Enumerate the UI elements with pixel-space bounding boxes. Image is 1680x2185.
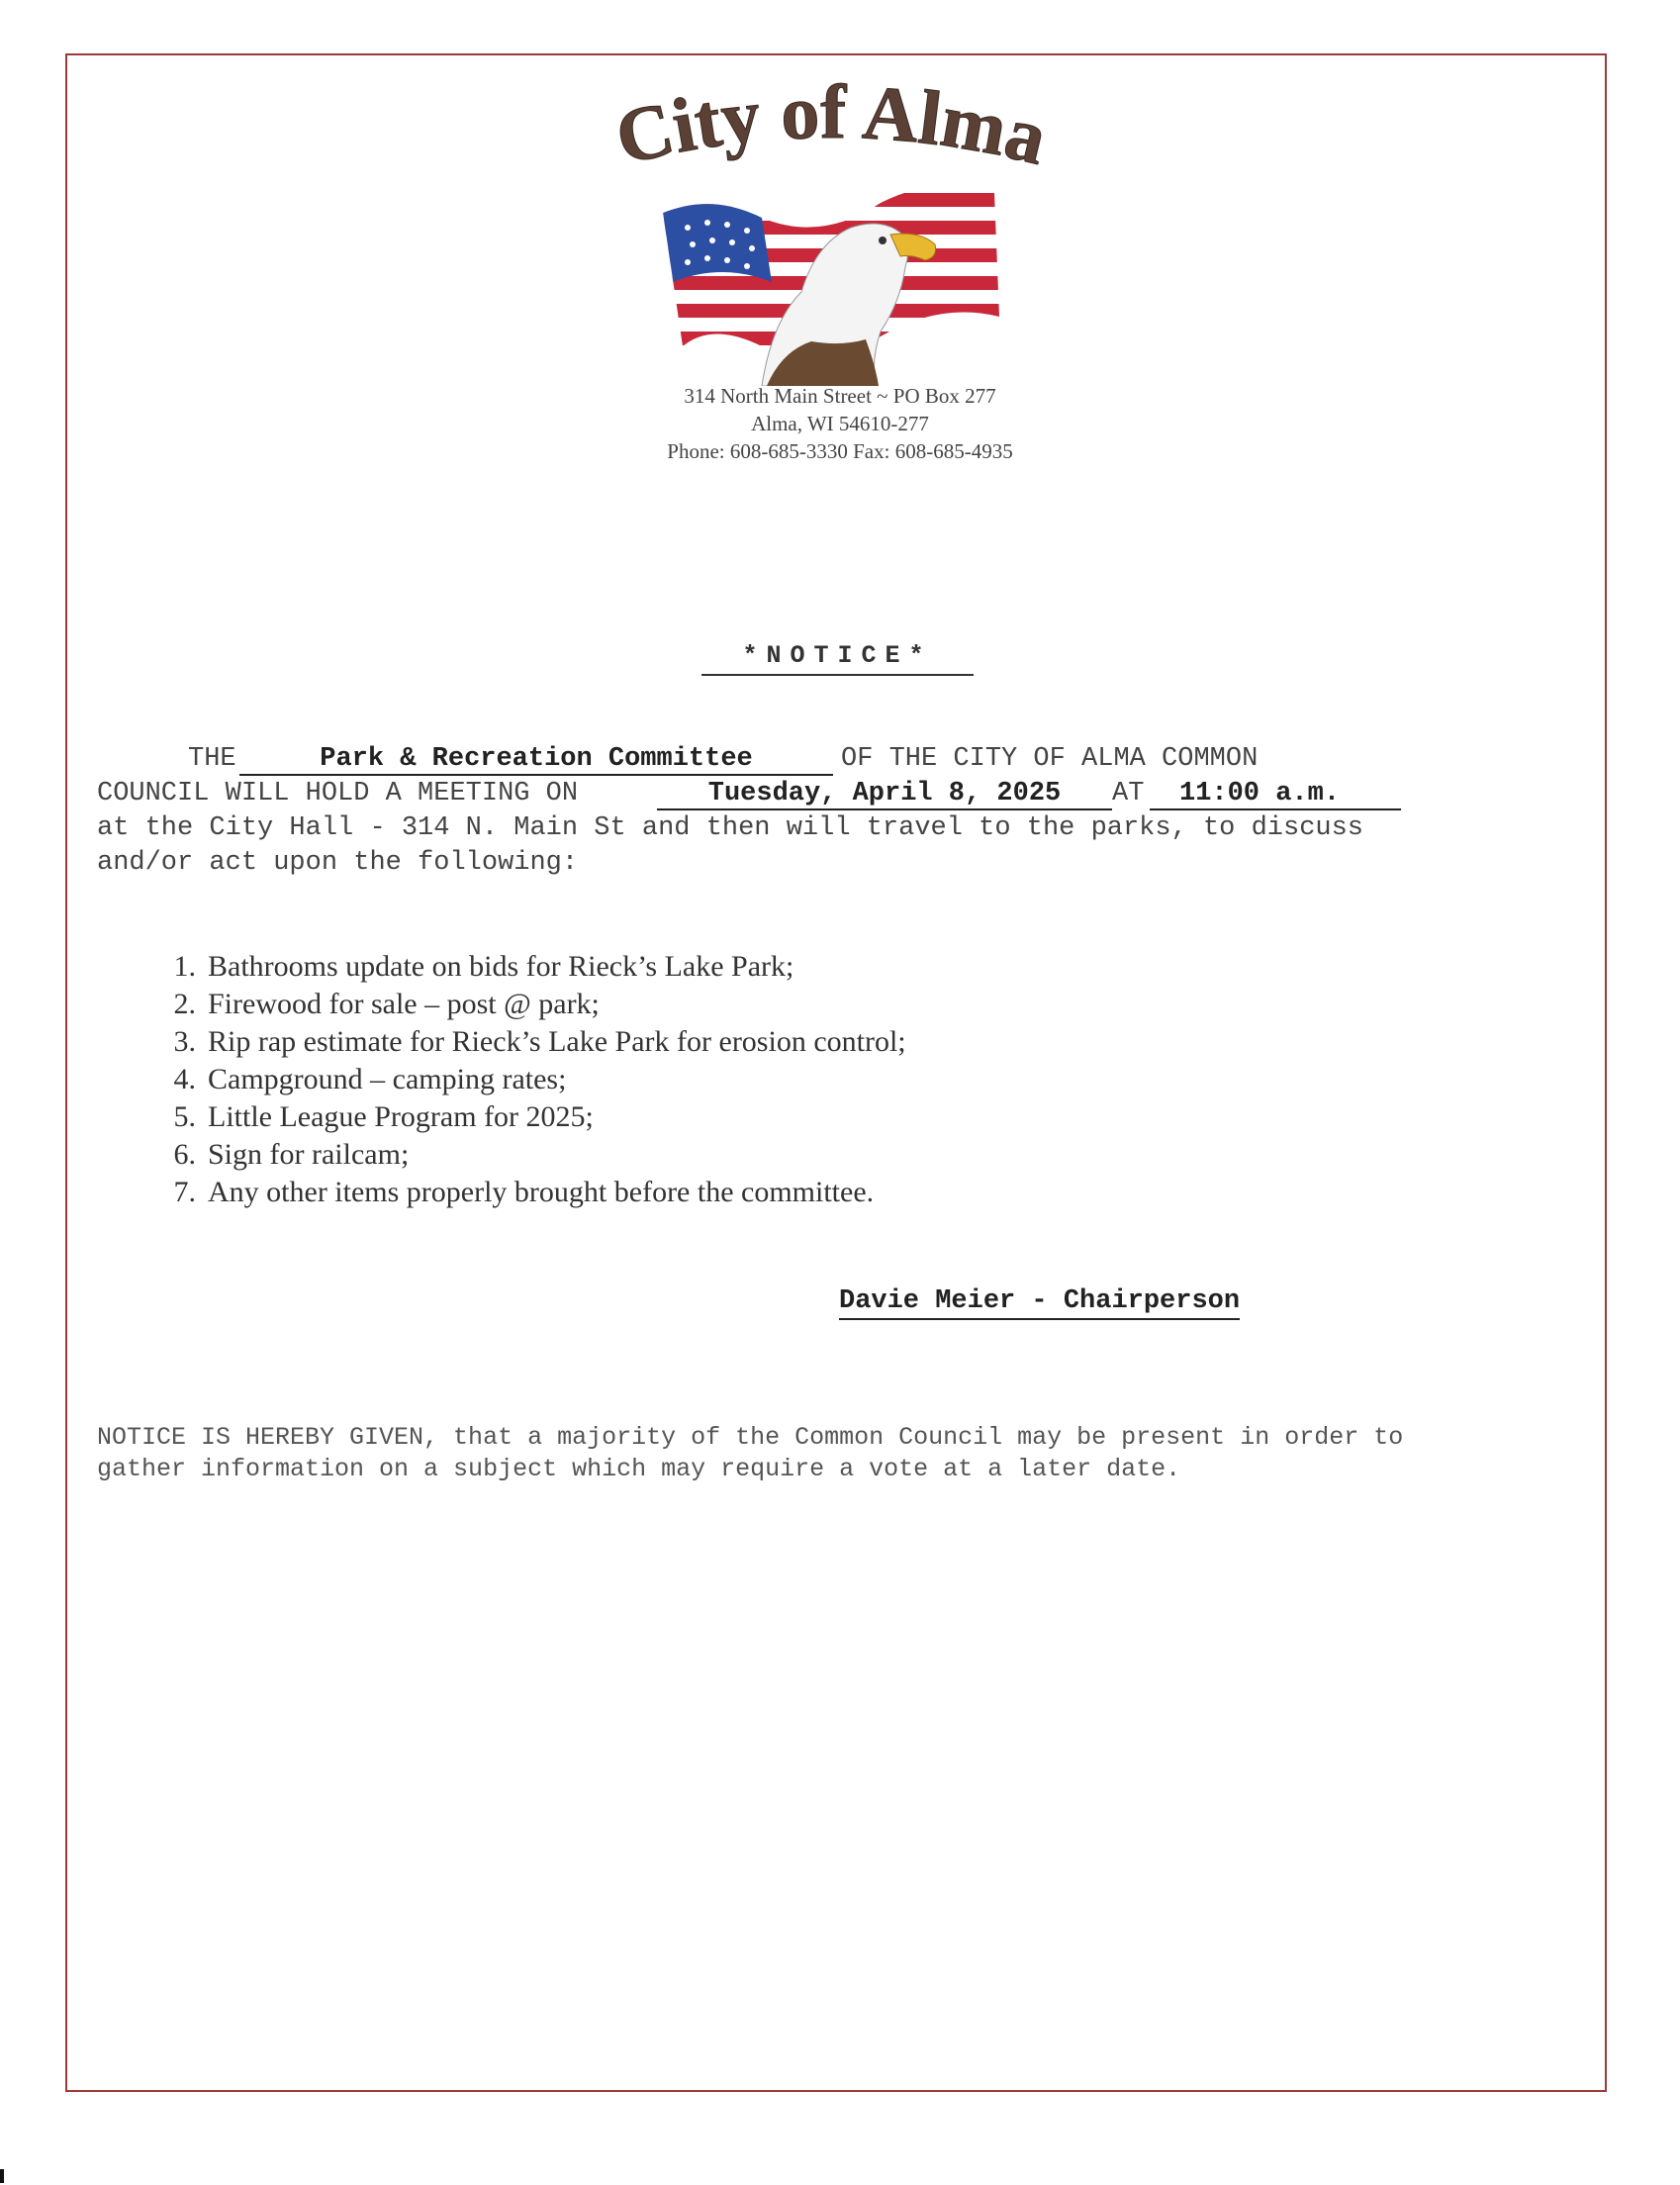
agenda-item: 7. Any other items properly brought before the committee.: [173, 1176, 875, 1208]
address-phone-fax: Phone: 608-685-3330 Fax: 608-685-4935: [667, 439, 1013, 463]
notice-council-hold: COUNCIL WILL HOLD A MEETING ON: [97, 779, 579, 808]
agenda-item: 6. Sign for railcam;: [173, 1138, 410, 1171]
meeting-date-field: Tuesday, April 8, 2025: [657, 779, 1112, 810]
notice-heading: *NOTICE*: [701, 641, 974, 676]
agenda-item: 5. Little League Program for 2025;: [173, 1100, 594, 1133]
eagle-flag-icon: [653, 173, 1009, 386]
notice-of-city: OF THE CITY OF ALMA COMMON: [841, 744, 1259, 774]
notice-at: AT: [1112, 779, 1145, 808]
committee-name-field: Park & Recreation Committee: [239, 744, 833, 776]
notice-location-line: at the City Hall - 314 N. Main St and then will travel to the parks, to discuss: [97, 813, 1364, 843]
agenda-item: 3. Rip rap estimate for Rieck’s Lake Park for erosion control;: [173, 1025, 906, 1058]
footer-notice-line1: NOTICE IS HEREBY GIVEN, that a majority of the Common Council may be present in order to: [97, 1423, 1404, 1452]
svg-text:City of Alma: City of Alma: [607, 69, 1056, 181]
chairperson-signature: Davie Meier - Chairperson: [839, 1286, 1240, 1320]
agenda-item: 1. Bathrooms update on bids for Rieck’s Lake Park;: [173, 950, 794, 983]
notice-act-upon-line: and/or act upon the following:: [97, 848, 579, 878]
address-city: Alma, WI 54610-277: [751, 412, 929, 435]
agenda-item: 4. Campground – camping rates;: [173, 1063, 567, 1095]
footer-notice-line2: gather information on a subject which may require a vote at a later date.: [97, 1455, 1181, 1483]
agenda-item: 2. Firewood for sale – post @ park;: [173, 988, 600, 1020]
meeting-time-field: 11:00 a.m.: [1150, 779, 1401, 810]
scan-edge-mark: [0, 2169, 4, 2183]
address-street: 314 North Main Street ~ PO Box 277: [684, 384, 996, 408]
agenda-list: [139, 948, 906, 1211]
notice-the: THE: [188, 744, 236, 774]
